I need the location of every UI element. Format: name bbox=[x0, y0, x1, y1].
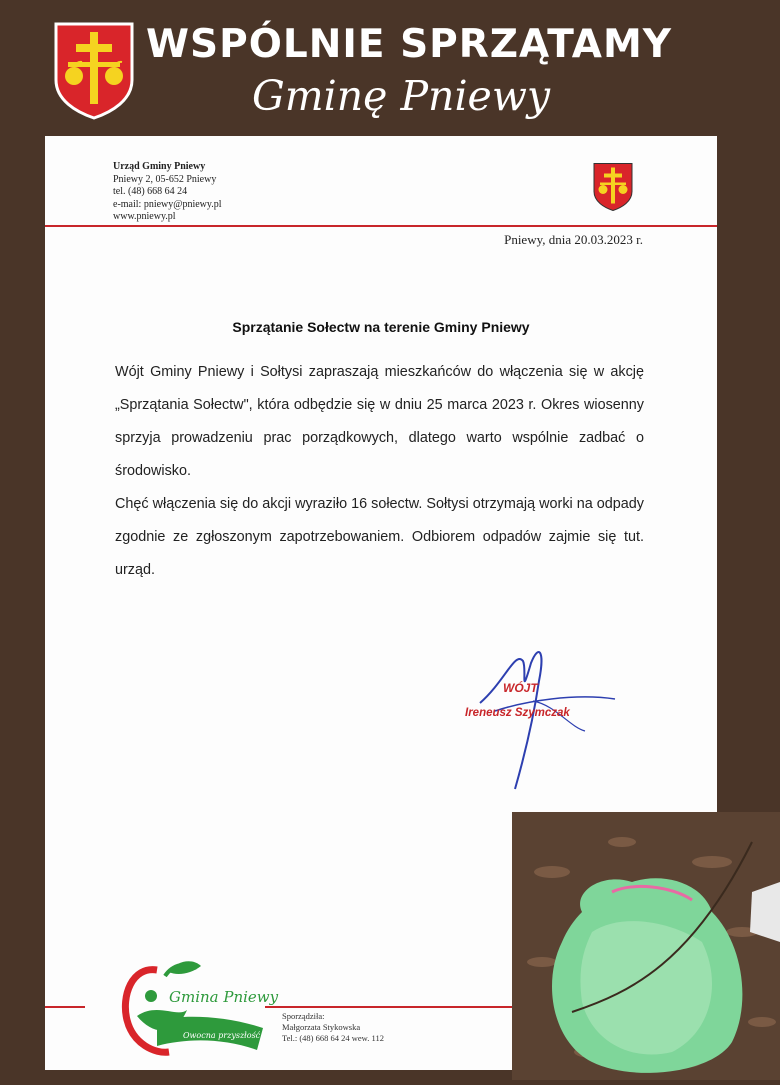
header-divider bbox=[45, 225, 717, 227]
letter-heading: Sprzątanie Sołectw na terenie Gminy Pniewy bbox=[232, 319, 530, 335]
letter-paragraph-1: Wójt Gminy Pniewy i Sołtysi zapraszają mieszkańców do włączenia się w akcję „Sprzątania Sołectw", która odbędzie się w dniu 25 marca 2023 r. Okres wiosenny sprzyja prowadzeniu prac porządkowych, dlatego warto wspólnie zadbać o środowisko. bbox=[115, 364, 644, 479]
prepared-by bbox=[282, 1011, 384, 1044]
garbage-bag-photo bbox=[512, 812, 780, 1080]
banner-subtitle: Gminę Pniewy bbox=[252, 72, 551, 120]
office-name: Urząd Gminy Pniewy bbox=[113, 161, 206, 172]
office-phone: tel. (48) 668 64 24 bbox=[113, 186, 188, 197]
svg-text:Gmina Pniewy: Gmina Pniewy bbox=[169, 988, 279, 1006]
signature-title: WÓJT bbox=[503, 681, 538, 695]
prepared-phone: Tel.: (48) 668 64 24 wew. 112 bbox=[282, 1033, 384, 1043]
letter-body bbox=[115, 356, 644, 587]
letter-paragraph-2: Chęć włączenia się do akcji wyraziło 16 sołectw. Sołtysi otrzymają worki na odpady zgodnie ze zgłoszonym zapotrzebowaniem. Odbiorem odpadów zajmie się tut. urząd. bbox=[115, 496, 644, 578]
office-email: e-mail: pniewy@pniewy.pl bbox=[113, 198, 222, 210]
signature-stamp bbox=[465, 641, 625, 801]
svg-text:Owocna przyszłość: Owocna przyszłość bbox=[183, 1031, 261, 1040]
footer-divider-left bbox=[45, 1006, 85, 1008]
signature-name: Ireneusz Szymczak bbox=[465, 707, 570, 719]
office-website: www.pniewy.pl bbox=[113, 211, 176, 222]
prepared-name: Małgorzata Stykowska bbox=[282, 1022, 361, 1032]
gmina-logo-apple-icon bbox=[117, 958, 279, 1058]
letterhead bbox=[113, 161, 222, 224]
footer-divider-right bbox=[265, 1006, 525, 1008]
coat-of-arms-icon bbox=[54, 22, 134, 120]
prepared-label: Sporządziła: bbox=[282, 1011, 325, 1021]
banner-title: WSPÓLNIE SPRZĄTAMY bbox=[146, 22, 673, 67]
handwritten-signature bbox=[465, 641, 625, 801]
letter-date: Pniewy, dnia 20.03.2023 r. bbox=[504, 232, 643, 247]
office-address: Pniewy 2, 05-652 Pniewy bbox=[113, 173, 217, 185]
coat-of-arms-small-icon bbox=[593, 162, 633, 212]
